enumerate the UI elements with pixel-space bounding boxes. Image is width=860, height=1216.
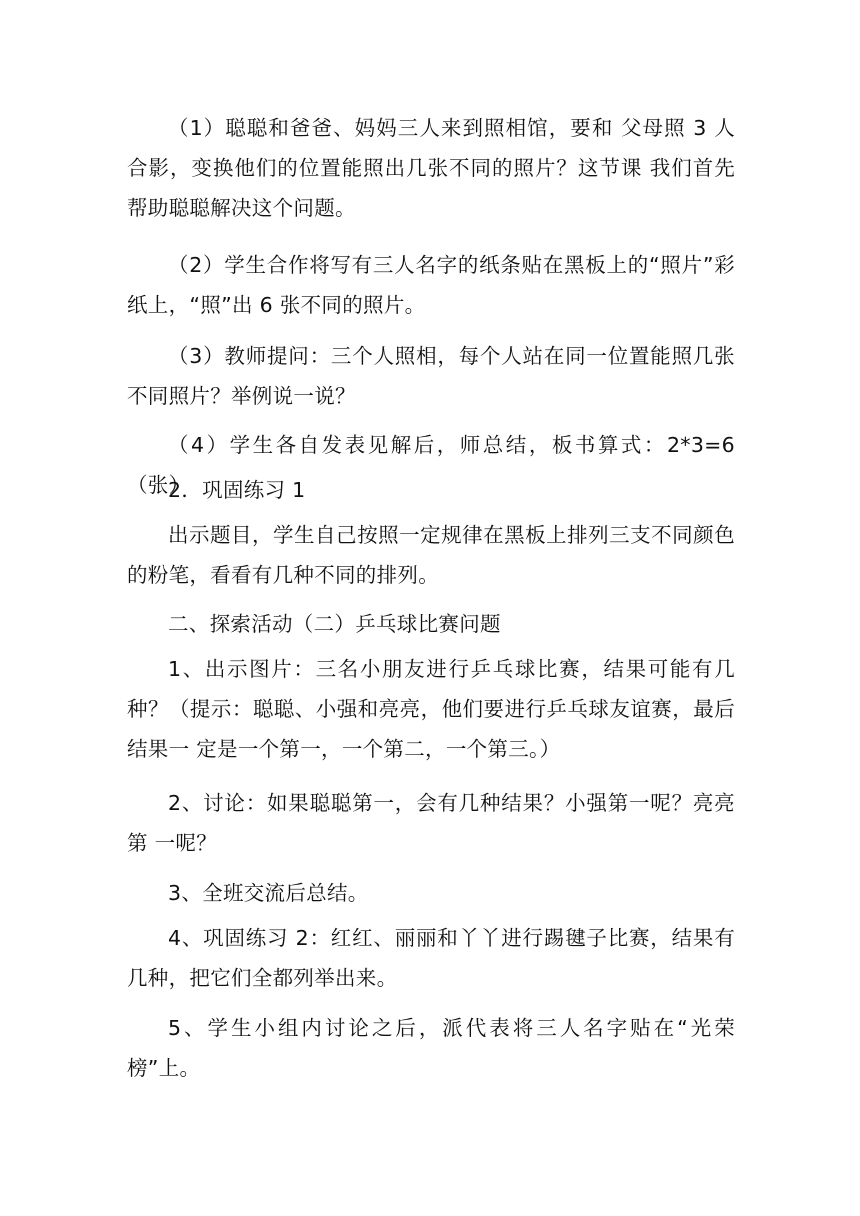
paragraph-show-picture: 1、出示图片：三名小朋友进行乒乓球比赛，结果可能有几种？（提示：聪聪、小强和亮亮，他们要进行乒乓球友谊赛，最后结果一 定是一个第一，一个第二，一个第三。） (127, 657, 735, 761)
paragraph-honor-roll: 5、学生小组内讨论之后，派代表将三人名字贴在“光荣榜”上。 (127, 1016, 735, 1080)
paragraph-teacher-question: （3）教师提问：三个人照相，每个人站在同一位置能照几张不同照片？举例说一说？ (127, 344, 735, 408)
section-heading-practice-1: 2．巩固练习 1 (168, 478, 306, 502)
section-heading-pingpong: 二、探索活动（二）乒乓球比赛问题 (168, 612, 501, 636)
paragraph-discussion: 2、讨论：如果聪聪第一，会有几种结果？小强第一呢？亮亮第 一呢？ (127, 791, 735, 855)
paragraph-chalk-arrangement: 出示题目，学生自己按照一定规律在黑板上排列三支不同颜色的粉笔，看看有几种不同的排列。 (127, 523, 735, 587)
paragraph-class-summary: 3、全班交流后总结。 (168, 881, 369, 905)
paragraph-practice-2: 4、巩固练习 2：红红、丽丽和丫丫进行踢毽子比赛，结果有几种，把它们全都列举出来。 (127, 926, 735, 990)
paragraph-summary-formula: （4）学生各自发表见解后，师总结，板书算式：2*3=6（张） (127, 433, 735, 497)
paragraph-student-cooperation: （2）学生合作将写有三人名字的纸条贴在黑板上的“照片”彩纸上，“照”出 6 张不同的照片。 (127, 253, 735, 317)
paragraph-photo-problem: （1）聪聪和爸爸、妈妈三人来到照相馆，要和 父母照 3 人合影，变换他们的位置能照出几张不同的照片？这节课 我们首先帮助聪聪解决这个问题。 (127, 116, 735, 220)
